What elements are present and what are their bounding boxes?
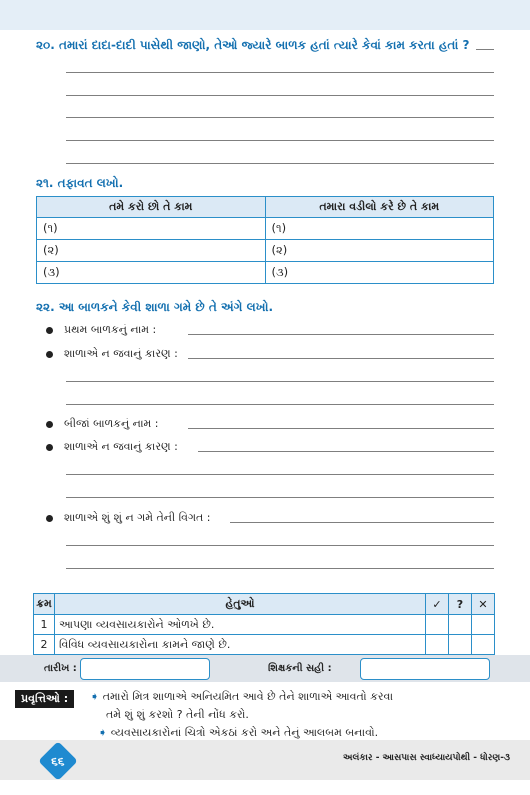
goals-table [33, 593, 495, 655]
table-row [34, 635, 495, 655]
question-cell[interactable] [449, 635, 472, 655]
bullet-icon [46, 327, 53, 334]
bullet-icon [46, 351, 53, 358]
table-header: હેતુઓ [55, 594, 426, 615]
answer-line[interactable] [188, 358, 494, 359]
activity-item: ➧ વ્યવસાયકારોનાં ચિત્રો એકઠાં કરો અને તેનું આલબમ બનાવો. [98, 726, 379, 739]
answer-line[interactable] [66, 117, 494, 118]
answer-line[interactable] [66, 163, 494, 164]
answer-line[interactable] [66, 95, 494, 96]
teacher-signature-label: શિક્ષકની સહી : [268, 663, 332, 674]
cross-cell[interactable] [472, 635, 495, 655]
table-cell: વિવિધ વ્યવસાયકારોના કામને જાણે છે. [55, 635, 426, 655]
cross-cell[interactable] [472, 615, 495, 635]
answer-line[interactable] [66, 497, 494, 498]
list-item: શાળાએ ન જવાનું કારણ : [64, 440, 178, 453]
arrow-bullet-icon: ➧ [98, 726, 108, 739]
table-row [37, 262, 494, 284]
footer-title: અલંકાર - આસપાસ સ્વાધ્યાયપોથી - ધોરણ-૩ [343, 753, 510, 763]
date-label: તારીખ : [44, 663, 77, 674]
activity-item: તમે શું શું કરશો ? તેની નોંધ કરો. [106, 708, 249, 721]
table-row [34, 615, 495, 635]
bullet-icon [46, 444, 53, 451]
table-cell: 1 [34, 615, 55, 635]
list-item: બીજાં બાળકનું નામ : [64, 417, 159, 430]
table-row [37, 218, 494, 240]
question-20: ૨૦. તમારાં દાદા-દાદી પાસેથી જાણો, તેઓ જ્યારે બાળક હતાં ત્યારે કેવાં કામ કરતા હતાં ? [36, 38, 470, 52]
question-icon: ? [449, 594, 472, 615]
answer-line[interactable] [66, 72, 494, 73]
table-cell[interactable]: (૩) [37, 262, 266, 284]
answer-line[interactable] [66, 381, 494, 382]
answer-line[interactable] [188, 334, 494, 335]
answer-line[interactable] [66, 474, 494, 475]
answer-line[interactable] [198, 451, 494, 452]
list-item: શાળાએ શું શું ન ગમે તેની વિગત : [64, 511, 211, 524]
table-cell[interactable]: (૨) [265, 240, 494, 262]
table-cell: આપણા વ્યવસાયકારોને ઓળખે છે. [55, 615, 426, 635]
question-cell[interactable] [449, 615, 472, 635]
question-22: ૨૨. આ બાળકને કેવી શાળા ગમે છે તે અંગે લખો. [36, 300, 274, 314]
answer-line[interactable] [66, 568, 494, 569]
teacher-signature-field[interactable] [360, 658, 490, 680]
cross-icon: ✕ [472, 594, 495, 615]
answer-line[interactable] [230, 522, 494, 523]
answer-line[interactable] [188, 428, 494, 429]
answer-line[interactable] [66, 545, 494, 546]
activity-item: ➧ તમારો મિત્ર શાળાએ અનિયમિત આવે છે તેને શાળાએ આવતો કરવા [90, 690, 394, 703]
list-item: શાળાએ ન જવાનું કારણ : [64, 347, 178, 360]
question-21: ૨૧. તફાવત લખો. [36, 176, 124, 190]
table-cell[interactable]: (૧) [265, 218, 494, 240]
table-header: ક્રમ [34, 594, 55, 615]
table-cell[interactable]: (૩) [265, 262, 494, 284]
answer-line[interactable] [66, 140, 494, 141]
answer-line[interactable] [66, 404, 494, 405]
table-cell: 2 [34, 635, 55, 655]
date-field[interactable] [80, 658, 210, 680]
check-cell[interactable] [426, 635, 449, 655]
q20-title-line [476, 49, 494, 50]
arrow-bullet-icon: ➧ [90, 690, 100, 703]
table-header: તમારા વડીલો કરે છે તે કામ [265, 197, 494, 218]
page-number-badge: ૬૬ [38, 741, 78, 781]
activities-label: પ્રવૃત્તિઓ : [15, 690, 74, 708]
difference-table [36, 196, 494, 284]
table-header: તમે કરો છો તે કામ [37, 197, 266, 218]
top-band [0, 0, 530, 30]
table-cell[interactable]: (૧) [37, 218, 266, 240]
bullet-icon [46, 421, 53, 428]
table-cell[interactable]: (૨) [37, 240, 266, 262]
table-row [37, 240, 494, 262]
check-icon: ✓ [426, 594, 449, 615]
check-cell[interactable] [426, 615, 449, 635]
list-item: પ્રથમ બાળકનું નામ : [64, 323, 157, 336]
bullet-icon [46, 515, 53, 522]
